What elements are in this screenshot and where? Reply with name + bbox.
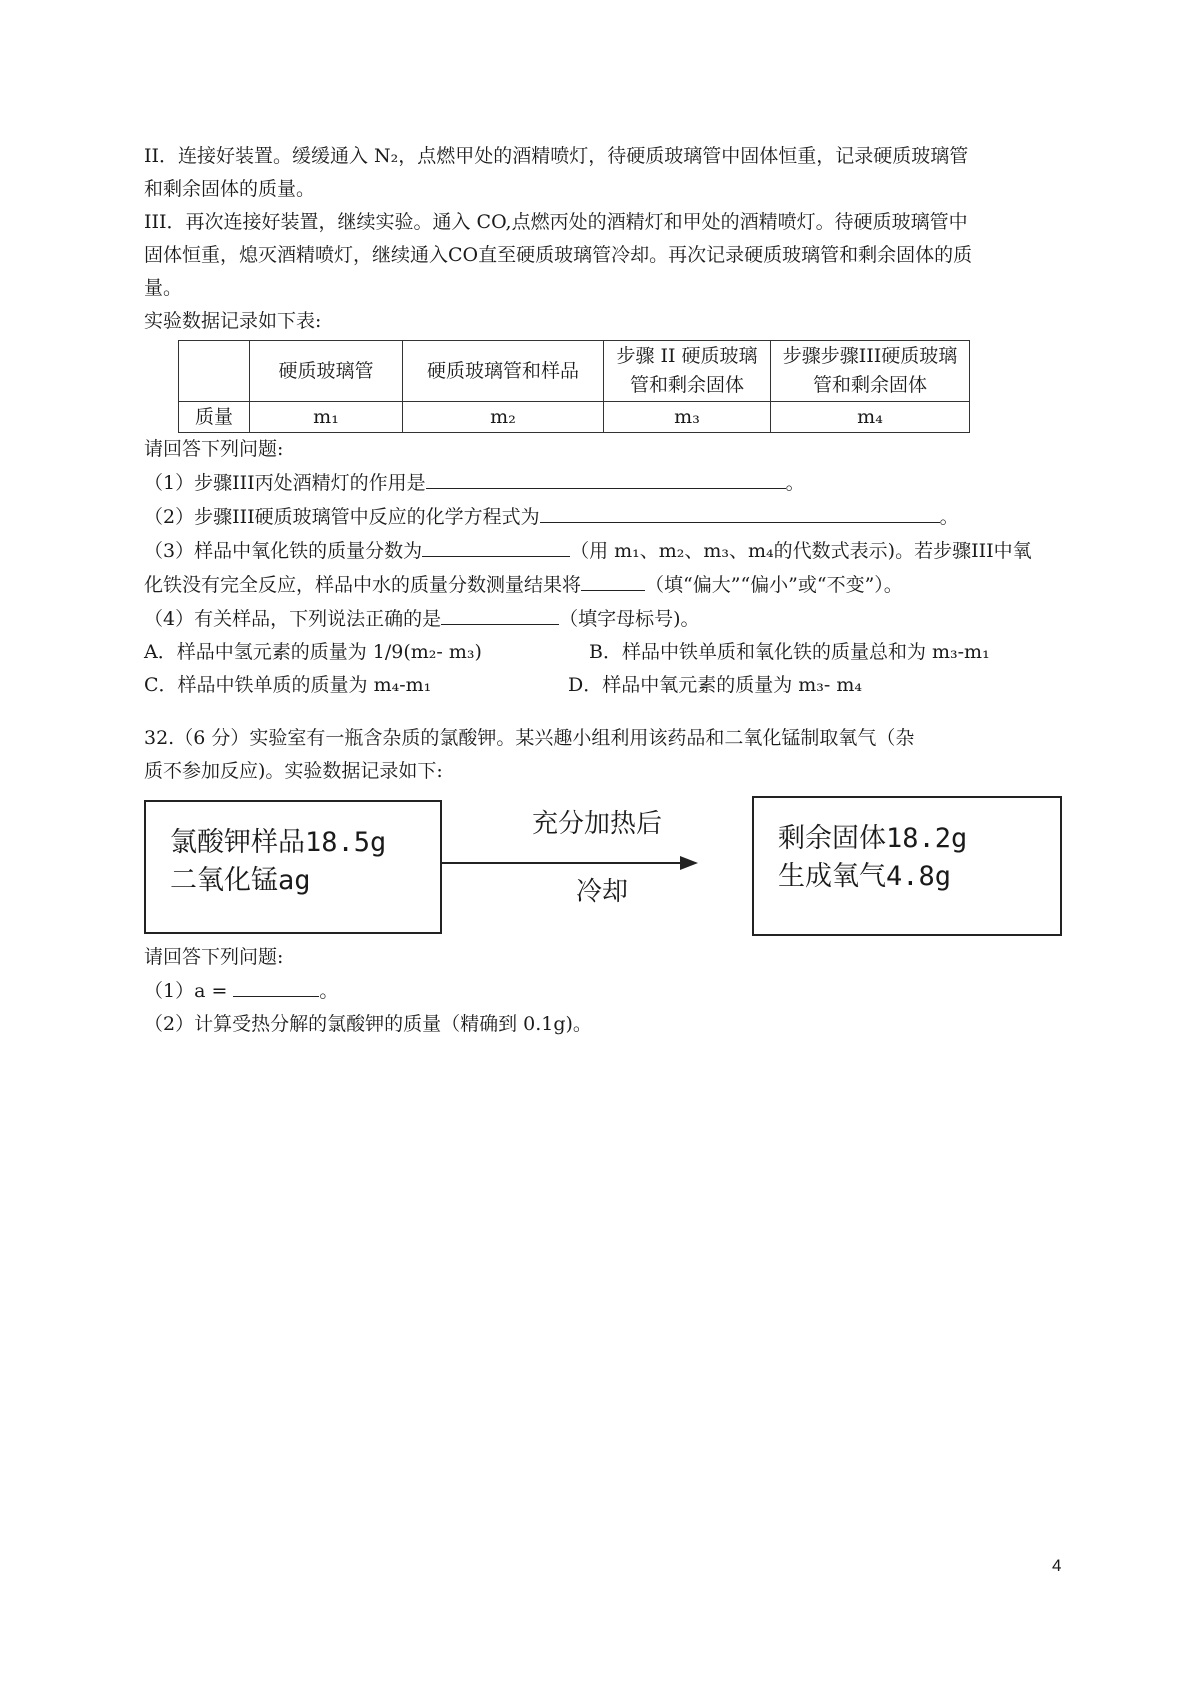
q31-sub4-end: （填字母标号)。 [559, 608, 700, 630]
arrow-line [442, 862, 682, 864]
reactants-line2: 二氧化锰ag [170, 865, 311, 896]
table-cell: m₂ [403, 402, 604, 433]
q31-sub3-text-b: （用 m₁、m₂、m₃、m₄的代数式表示)。若步骤III中氧 [570, 540, 1032, 562]
q32-line1: 32.（6 分）实验室有一瓶含杂质的氯酸钾。某兴趣小组利用该药品和二氧化锰制取氧气（杂 [144, 727, 915, 749]
step3-line3: 量。 [144, 277, 183, 299]
table-header-cell: 步骤步骤III硬质玻璃 管和剩余固体 [771, 341, 970, 402]
arrow-label-bottom: 冷却 [576, 877, 629, 907]
option-b: B．样品中铁单质和氧化铁的质量总和为 m₃-m₁ [589, 641, 990, 663]
q31-sub1 [144, 466, 1064, 500]
table-caption: 实验数据记录如下表: [144, 310, 322, 332]
table-cell: m₄ [771, 402, 970, 433]
products-line2: 生成氧气4.8g [778, 861, 952, 892]
page-content [144, 140, 1064, 1041]
products-box [752, 796, 1062, 936]
table-header-cell [179, 341, 250, 402]
q31-sub3 [144, 534, 1064, 568]
q32-sub2: （2）计算受热分解的氯酸钾的质量（精确到 0.1g)。 [144, 1013, 592, 1035]
table-row [179, 402, 970, 433]
q32-sub1-text: （1）a = [144, 980, 234, 1002]
q32-line2: 质不参加反应)。实验数据记录如下: [144, 760, 443, 782]
data-table [178, 340, 970, 433]
options-row-1 [144, 636, 1064, 669]
answer-blank[interactable] [441, 602, 559, 625]
answer-blank[interactable] [426, 466, 786, 489]
punctuation: 。 [785, 472, 805, 494]
q31-sub3-text-a: （3）样品中氧化铁的质量分数为 [144, 540, 423, 562]
q31-sub1-text: （1）步骤III丙处酒精灯的作用是 [144, 472, 426, 494]
q32-prompt: 请回答下列问题: [144, 946, 284, 968]
answer-blank[interactable] [581, 568, 645, 591]
step3-line2: 固体恒重，熄灭酒精喷灯，继续通入CO直至硬质玻璃管冷却。再次记录硬质玻璃管和剩余固体的质 [144, 244, 973, 266]
page-number: 4 [1052, 1556, 1062, 1575]
table-cell: m₁ [250, 402, 403, 433]
answer-blank[interactable] [233, 974, 319, 997]
q31-prompt: 请回答下列问题: [144, 438, 284, 460]
option-a: A．样品中氢元素的质量为 1/9(m₂- m₃) [144, 641, 482, 663]
table-header-cell: 步骤 II 硬质玻璃 管和剩余固体 [604, 341, 771, 402]
answer-blank[interactable] [422, 534, 570, 557]
arrow-label-top: 充分加热后 [532, 809, 663, 839]
q31-sub3-cont [144, 568, 1064, 602]
step2-line1: II．连接好装置。缓缓通入 N₂，点燃甲处的酒精喷灯，待硬质玻璃管中固体恒重，记录硬质玻璃管 [144, 145, 969, 167]
q31-sub4-text: （4）有关样品，下列说法正确的是 [144, 608, 442, 630]
option-d: D．样品中氧元素的质量为 m₃- m₄ [568, 674, 862, 696]
option-c: C．样品中铁单质的质量为 m₄-m₁ [144, 674, 432, 696]
q31-sub2-text: （2）步骤III硬质玻璃管中反应的化学方程式为 [144, 506, 540, 528]
table-header-row [179, 341, 970, 402]
table-row-label: 质量 [179, 402, 250, 433]
q31-sub2 [144, 500, 1064, 534]
q32-sub1 [144, 974, 1064, 1008]
table-cell: m₃ [604, 402, 771, 433]
punctuation: 。 [319, 980, 339, 1002]
reactants-line1: 氯酸钾样品18.5g [170, 827, 387, 858]
punctuation: 。 [939, 506, 959, 528]
options-row-2 [144, 669, 1064, 702]
q31-sub4 [144, 602, 1064, 636]
arrow-head-icon [680, 856, 698, 870]
answer-blank[interactable] [540, 500, 940, 523]
q31-sub3-text-c: 化铁没有完全反应，样品中水的质量分数测量结果将 [144, 574, 582, 596]
products-line1: 剩余固体18.2g [778, 823, 968, 854]
step3-line1: III．再次连接好装置，继续实验。通入 CO,点燃丙处的酒精灯和甲处的酒精喷灯。待硬质玻璃管中 [144, 211, 968, 233]
step2-line2: 和剩余固体的质量。 [144, 178, 316, 200]
reaction-diagram [144, 796, 1064, 941]
reactants-box [144, 800, 442, 934]
q31-sub3-text-d: （填“偏大”“偏小”或“不变”）。 [645, 574, 903, 596]
table-header-cell: 硬质玻璃管和样品 [403, 341, 604, 402]
table-header-cell: 硬质玻璃管 [250, 341, 403, 402]
